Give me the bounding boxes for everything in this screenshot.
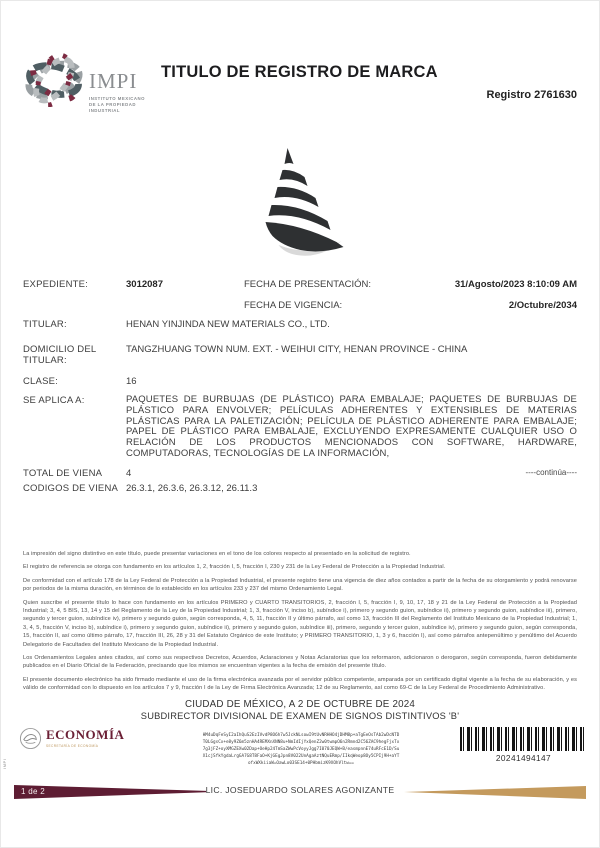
legal-text-block <box>23 550 577 697</box>
expediente-label: EXPEDIENTE: <box>23 279 89 290</box>
impi-knot-logo-icon <box>22 53 86 107</box>
economia-wordmark: ECONOMÍA <box>46 727 125 742</box>
fecha-presentacion-label: FECHA DE PRESENTACIÓN: <box>244 279 372 290</box>
fecha-vigencia-value: 2/Octubre/2034 <box>508 300 577 311</box>
signature-hash-line: 7g3jFZ+oyXMGZEXw02Dap+OeHp24TmSaZWwPcVoyyJgg7I070JEQW+B/easmpnnE74uRFcE1D/Su <box>202 747 400 753</box>
continua-note: ----continúa---- <box>525 467 577 477</box>
total-viena-value: 4 <box>126 467 132 479</box>
codigos-viena-label: CODIGOS DE VIENA <box>23 482 119 494</box>
registro-number: Registro 2761630 <box>486 89 577 101</box>
legal-paragraph: De conformidad con el artículo 178 de la Ley Federal de Protección a la Propiedad Industrial, el presente registro tiene una vigencia de diez años contados a partir de la fecha de su otorgamiento y podrá renovarse por periodos de la misma duración, en términos de lo establecido en los artículos 233 y 237 del mismo Ordenamiento Legal. <box>23 577 577 593</box>
issuing-office-title: SUBDIRECTOR DIVISIONAL DE EXAMEN DE SIGNOS DISTINTIVOS 'B' <box>140 711 460 721</box>
clase-label: CLASE: <box>23 376 58 387</box>
economia-subtitle: SECRETARÍA DE ECONOMÍA <box>46 744 99 748</box>
striped-sail-mark-icon <box>246 146 361 261</box>
impi-subtitle-line: DE LA PROPIEDAD <box>89 102 136 108</box>
economia-logo <box>19 727 124 750</box>
expediente-value: 3012087 <box>126 279 163 290</box>
domicilio-value: TANGZHUANG TOWN NUM. EXT. - WEIHUI CITY, HENAN PROVINCE - CHINA <box>126 344 468 355</box>
fecha-presentacion-value: 31/Agosto/2023 8:10:09 AM <box>454 279 577 290</box>
titular-value: HENAN YINJINDA NEW MATERIALS CO., LTD. <box>126 319 330 330</box>
impi-subtitle <box>89 96 164 114</box>
issuance-city-date: CIUDAD DE MÉXICO, A 2 DE OCTUBRE DE 2024 <box>184 699 416 710</box>
page-number-label: 1 de 2 <box>21 787 46 796</box>
row-clase <box>23 376 577 387</box>
impi-subtitle-line: INDUSTRIAL <box>89 108 121 114</box>
row-codigos-viena <box>23 483 577 494</box>
fecha-vigencia-label: FECHA DE VIGENCIA: <box>244 300 343 311</box>
barcode-block <box>460 727 587 763</box>
row-se-aplica <box>23 395 577 460</box>
legal-paragraph: Quien suscribe el presente título lo hace con fundamento en los artículos PRIMERO y CUARTO TRANSITORIOS, 2, fracción I, 5, fracción I, 9, 10, 17, 18 y 21 de la Ley Federal de Protección a la Propiedad Industrial; 3, 4, 5 BIS, 13, 14 y 15 del Reglamento de la Ley de la Propiedad Industrial; 1, 3, fracción V, inciso b), subíndice i), primero y segundo guion, subíndice ii), primero y segundo guion, subíndice iii), primero, segundo y tercer guion, subíndice iv), primero y segundo guion, según corresponda, 4, 5, 11, fracción II y último párrafo, así como 13, fracción III del Reglamento del Instituto Mexicano de la Propiedad Industrial; 1, 3, 4, 5, fracción V, inciso b), subíndice i), primero y segundo guion, subíndice ii), primero y segundo guion, subíndice iii), primero, segundo y tercer guion, subíndice iv), primero y segundo guion, según corresponda, 15, fracción II, así como último párrafo, 17, fracción III, 26, 28 y 31 del Estatuto Orgánico de este Instituto; y PRIMERO TRANSITORIO, 1, 3 y 6, fracción I), así como párrafos antepenúltimo y penúltimo del Acuerdo Delegatorio de Facultades del Instituto Mexicano de la Propiedad Industrial. <box>23 599 577 648</box>
legal-paragraph: Los Ordenamientos Legales antes citados, así como sus respectivos Decretos, Acuerdos, Aclaraciones y Notas Aclaratorias que los reformaron, adicionaron o derogaron, según corresponda, fueron debidamente publicados en el Diario Oficial de la Federación, precisando que los mismos se encuentran vigentes a la fecha de emisión del presente título. <box>23 654 577 670</box>
domicilio-label: DOMICILIO DEL TITULAR: <box>23 344 96 366</box>
row-domicilio <box>23 344 577 366</box>
legal-paragraph: El presente documento electrónico ha sido firmado mediante el uso de la firma electrónica avanzada por el servidor público competente, amparada por un certificado digital vigente a la fecha de su elaboración, y es válido de conformidad con lo dispuesto en los artículos 7 y 9, fracción I de la Ley de Firma Electrónica Avanzada; 12 de su Reglamento, así como 69-C de la Ley Federal de Procedimiento Administrativo. <box>23 676 577 692</box>
barcode-icon <box>460 727 587 751</box>
signature-hash-line: X1cjSfkYgdaLrgGA7G8T8FaO+KjGEgJpn8V022UnAgaAztNQuERmp/IIkqWeop8Oy5CPIj9H+aYT <box>202 754 400 760</box>
codigos-viena-value: 26.3.1, 26.3.6, 26.3.12, 26.11.3 <box>126 482 258 494</box>
titular-label: TITULAR: <box>23 319 67 330</box>
total-viena-label: TOTAL DE VIENA <box>23 467 103 479</box>
electronic-signature-hash <box>151 732 451 767</box>
trademark-image <box>246 146 361 261</box>
signature-hash-line: ofxWXkiiaW=OawLo03SE14+0PHbmizK9XOhVltw== <box>247 761 355 767</box>
impi-wordmark <box>89 69 164 114</box>
row-titular <box>23 319 577 330</box>
header <box>1 51 599 121</box>
impi-subtitle-line: INSTITUTO MEXICANO <box>89 96 145 101</box>
footer-bar <box>1 783 599 801</box>
legal-paragraph: La impresión del signo distintivo en este título, puede presentar variaciones en el tono de los colores respecto al presentado en la solicitud de registro. <box>23 551 411 557</box>
economia-wordmark-block <box>46 727 124 748</box>
signature-hash-line: T0LGgsCx+e8y9Z6m5znHA4REMXnXNN8u+NmIdIjYxQenZ2w0twmpO6n2Rmnd2C56ZAC9hegFjxTx <box>202 740 400 746</box>
government-eagle-seal-icon <box>19 727 42 750</box>
row-total-viena <box>23 468 577 479</box>
row-expediente <box>23 279 577 290</box>
row-vigencia <box>23 300 577 311</box>
legal-paragraph: El registro de referencia se otorga con fundamento en los artículos 1, 2, fracción I, 5, fracción I, 230 y 231 de la Ley Federal de Protección a la Propiedad Industrial. <box>23 564 446 571</box>
registration-fields <box>23 279 577 494</box>
barcode-number: 20241494147 <box>495 753 552 763</box>
document-title: TITULO DE REGISTRO DE MARCA <box>161 63 438 81</box>
margin-vertical-label: IMPI <box>2 758 7 769</box>
clase-value: 16 <box>126 376 137 387</box>
signature-hash-line: HM4uDqFeSyI2aIhQuS2EzIVvdP8O6h7w5JckNLsowI9tUvNRHHO4jDHM8p+aTgEeOsTAb2wDcNTD <box>202 733 400 738</box>
impi-acronym: IMPI <box>89 69 138 93</box>
signer-name: LIC. JOSEDUARDO SOLARES AGONIZANTE <box>205 785 395 795</box>
se-aplica-label: SE APLICA A: <box>23 395 85 406</box>
se-aplica-value: PAQUETES DE BURBUJAS (DE PLÁSTICO) PARA EMBALAJE; PAQUETES DE BURBUJAS DE PLÁSTICO PARA ENVOLVER; PELÍCULAS ADHERENTES Y EXTENSIBLES DE MATERIAS PLÁSTICAS PARA LA PALETIZACIÓN; PELÍCULA DE PLÁSTICO ADHERENTE PARA EMBALAJE; PAPEL DE PLÁSTICO PARA EMBALAJE, EXCLUYENDO EXPRESAMENTE CUALQUIER USO O RELACIÓN DE LOS PRODUCTOS MENCIONADOS CON SOFTWARE, HARDWARE, COMPUTADORAS, TECNOLOGÍAS DE LA INFORMACIÓN, <box>126 394 577 460</box>
